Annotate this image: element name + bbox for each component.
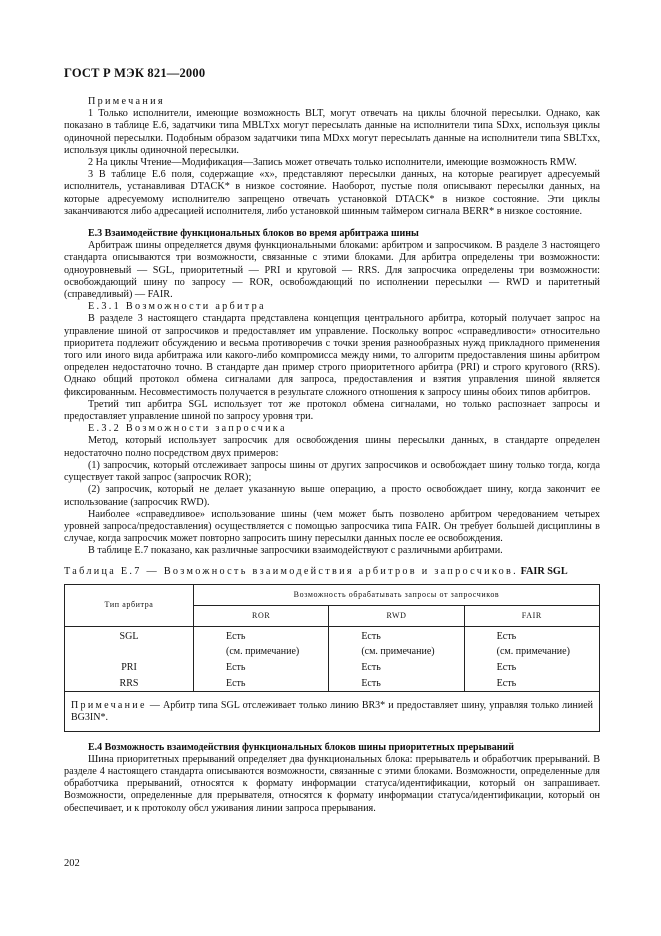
arbiter-cell: RRS — [65, 676, 194, 692]
notes-heading: Примечания — [88, 96, 165, 107]
paragraph: (2) запросчик, который не делает указанную выше операцию, а просто освобождает шину, когда закончит ее использование (запросчик RWD). — [64, 484, 600, 508]
table-cell: (см. примечание) — [464, 644, 599, 660]
table-cell: Есть — [194, 660, 329, 676]
paragraph: Третий тип арбитра SGL использует тот же протокол обмена сигналами, но только распознает запросы и предоставляет управление шиной по запросу уровня три. — [64, 398, 600, 423]
table-cell: (см. примечание) — [329, 644, 464, 660]
table-caption-bold: FAIR SGL — [520, 565, 568, 577]
header-ror: ROR — [194, 605, 329, 626]
table-cell: Есть — [464, 626, 599, 644]
table-caption — [64, 566, 600, 578]
table-cell: Есть — [464, 660, 599, 676]
note-item: 3 В таблице Е.6 поля, содержащие «x», представляют пересылки данных, на которые реагирует адресуемый исполнитель, устанавливая DTACK* в низкое состояние. Наоборот, пустые поля описывают пересылки данных, на которые адресуемому исполнителю запрещено отвечать установкой DTACK* в низкое состояние. Эти циклы заканчиваются либо адресацией исполнителя, либо установкой шинным таймером сигнала BERR* в низкое состояние. — [64, 169, 600, 217]
paragraph: Шина приоритетных прерываний определяет два функциональных блока: прерыватель и обработчик прерываний. В разделе 4 настоящего стандарта описываются возможности, связанные с этими блоками. Возможности, определенные для обработчика прерываний, относятся к формату информации статуса/идентификации, который он запрашивает. Возможности, определенные для прерывателя, относятся к формату информации статуса/идентификации, который он обеспечивает, и к протоколу обсл уживания линии запроса прерывания. — [64, 753, 600, 814]
arbiter-cell: PRI — [65, 660, 194, 676]
table-row — [65, 676, 600, 692]
paragraph: В таблице Е.7 показано, как различные запросчики взаимодействуют с различными арбитрами. — [88, 545, 503, 557]
arbiter-cell: SGL — [65, 626, 194, 644]
document-header: ГОСТ Р МЭК 821—2000 — [64, 66, 206, 80]
table-cell: (см. примечание) — [194, 644, 329, 660]
subsection-heading-e3-2: Е.3.2 Возможности запросчика — [88, 423, 287, 435]
section-heading-e3: Е.3 Взаимодействие функциональных блоков во время арбитража шины — [88, 228, 419, 240]
paragraph: Арбитраж шины определяется двумя функциональными блоками: арбитром и запросчиком. В разделе 3 настоящего стандарта описываются три возможности, связанные с этими блоками. Для арбитра определены три возможности: одноуровневый — SGL, приоритетный — PRI и круговой — RRS. Для запросчика определены три возможности: освобождающий шину по запросу — ROR, освобождающий по исполнении пересылки — RWD и паритетный (справедливый) — FAIR. — [64, 240, 600, 301]
table-cell: Есть — [329, 676, 464, 692]
header-fair: FAIR — [464, 605, 599, 626]
header-requester-capability: Возможность обрабатывать запросы от запросчиков — [194, 584, 600, 605]
subsection-heading-e3-1: Е.3.1 Возможности арбитра — [88, 301, 266, 313]
note-item: 1 Только исполнители, имеющие возможность BLT, могут отвечать на циклы блочной пересылки. Однако, как показано в таблице Е.6, задатчики типа MBLTxx могут пересылать данные на исполнители типа SDxx, используя циклы одиночной пересылки. Подобным образом задатчики типа MDxx могут пересылать данные на исполнители типа SBLTxx, используя циклы одиночной пересылки. — [64, 108, 600, 156]
header-rwd: RWD — [329, 605, 464, 626]
note-item: 2 На циклы Чтение—Модификация—Запись может отвечать только исполнители, имеющие возможность RMW. — [88, 157, 577, 169]
spacer — [64, 732, 600, 742]
table-header-row — [65, 584, 600, 605]
table-note-label: Примечание — [71, 700, 147, 712]
table-row — [65, 660, 600, 676]
table-cell: Есть — [329, 626, 464, 644]
table-row — [65, 626, 600, 644]
table-e7 — [64, 584, 600, 732]
section-heading-e4: Е.4 Возможность взаимодействия функциональных блоков шины приоритетных прерываний — [88, 741, 515, 753]
paragraph: В разделе 3 настоящего стандарта представлена концепция центрального арбитра, который получает запрос на управление шиной от запросчиков и предоставляет им управление. Поскольку вопрос «справедливости» относительно приоритета подлежит обсуждению и весьма противоречив с точки зрения разнообразных нужд прикладного применения того или иного вида арбитража или какого-либо компромисса между ними, то алгоритм предоставления шины арбитром определен недостаточно точно. В стандарте дан пример строго приоритетного арбитра (PRI) и строго кругового (RRS). Однако общий протокол обмена сигналами для запроса, предоставления и взятия управления шиной является фиксированным. Несовместимость получается в результате сложного отношения к запросу шины обоих типов арбитров. — [64, 313, 600, 398]
table-note-row — [65, 692, 600, 731]
header-arbiter-type: Тип арбитра — [65, 584, 194, 626]
arbiter-cell — [65, 644, 194, 660]
table-cell: Есть — [329, 660, 464, 676]
page-content — [64, 96, 600, 815]
paragraph: Наиболее «справедливое» использование шины (чем может быть позволено арбитром чередованием четырех уровней запроса/предоставления) осуществляется с помощью запросчика типа FAIR. Он требует большей дисциплины в случае, когда запросчик может повторно запросить шину пересылки данных после ее освобождения. — [64, 508, 600, 545]
table-cell: Есть — [194, 626, 329, 644]
table-cell: Есть — [464, 676, 599, 692]
table-row — [65, 644, 600, 660]
paragraph: Метод, который использует запросчик для освобождения шины пересылки данных, в стандарте определен недостаточно полно посредством двух примеров: — [64, 435, 600, 459]
table-cell: Есть — [194, 676, 329, 692]
table-note-text: — Арбитр типа SGL отслеживает только линию BR3* и предоставляет шину, управляя только линией BG3IN*. — [71, 700, 593, 724]
table-caption-text: Таблица Е.7 — Возможность взаимодействия арбитров и запросчиков. — [64, 565, 519, 577]
paragraph: (1) запросчик, который отслеживает запросы шины от других запросчиков и освобождает шину только тогда, когда существует такой запрос (запросчик ROR); — [64, 459, 600, 484]
spacer — [64, 218, 600, 228]
table-note — [65, 692, 600, 731]
page-number: 202 — [64, 858, 80, 869]
